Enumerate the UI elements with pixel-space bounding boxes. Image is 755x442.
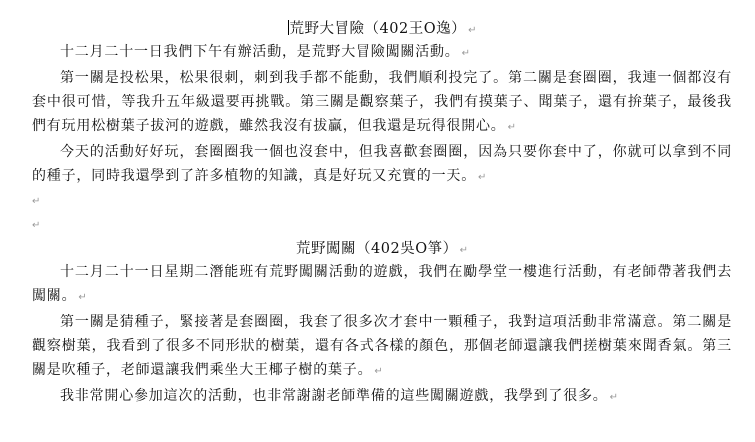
document-page [32,18,732,410]
section2-paragraph-1 [32,260,732,310]
paragraph-text: 我非常開心參加這次的活動，也非常謝謝老師準備的這些闖關遊戲，我學到了很多。 [60,388,608,404]
section2-title: 荒野闖關（402吳O箏） [296,241,458,257]
section1-paragraph-2 [32,66,732,140]
paragraph-text: 今天的活動好好玩，套圈圈我一個也沒套中，但我喜歡套圈圈，因為只要你套中了，你就可以拿到不同的種子，同時我還學到了許多植物的知識，真是好玩又充實的一天。 [32,144,732,184]
paragraph-mark: ↵ [78,292,87,303]
paragraph-text: 十二月二十一日我們下午有辦活動，是荒野大冒險闖關活動。 [60,44,460,60]
section2-paragraph-2 [32,310,732,384]
paragraph-text: 十二月二十一日星期二潛能班有荒野闖關活動的遊戲，我們在勵學堂一樓進行活動，有老師帶著我們去闖關。 [32,264,732,304]
empty-paragraph: ↵ [32,196,41,207]
paragraph-mark: ↵ [459,245,468,256]
paragraph-mark: ↵ [374,366,383,377]
section2-title-line [32,238,732,260]
paragraph-mark: ↵ [461,48,470,59]
paragraph-mark: ↵ [478,172,487,183]
section2-paragraph-3 [32,384,732,410]
section1-paragraph-3 [32,140,732,190]
section1-paragraph-1 [32,40,732,66]
section1-title: 荒野大冒險（402王O逸） [289,21,467,37]
paragraph-text: 第一關是猜種子，緊接著是套圈圈，我套了很多次才套中一顆種子，我對這項活動非常滿意。第二關是觀察樹葉，我看到了很多不同形狀的樹葉，還有各式各樣的顏色，那個老師還讓我們搓樹葉來聞香氣。第三關是吹種子，老師還讓我們乘坐大王椰子樹的葉子。 [32,314,732,378]
section1-title-line [32,18,732,40]
paragraph-text: 第一關是投松果，松果很刺，刺到我手都不能動，我們順利投完了。第二關是套圈圈，我連一個都沒有套中很可惜，等我升五年級還要再挑戰。第三關是觀察葉子，我們有摸葉子、聞葉子，還有拚葉子，最後我們有玩用松樹葉子拔河的遊戲，雖然我沒有拔贏，但我還是玩得很開心。 [32,70,732,134]
paragraph-mark: ↵ [507,122,516,133]
paragraph-mark: ↵ [468,25,477,36]
empty-paragraph: ↵ [32,220,41,231]
text-cursor [288,20,289,35]
paragraph-mark: ↵ [609,392,618,403]
